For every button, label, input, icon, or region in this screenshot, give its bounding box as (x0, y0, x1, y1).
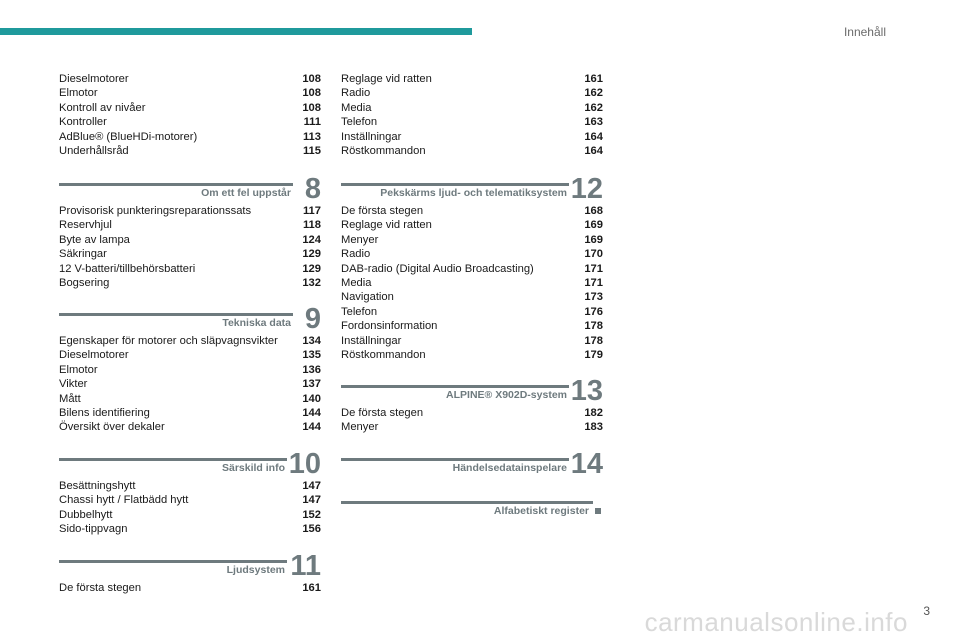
section-number: 9 (304, 303, 321, 335)
toc-entry[interactable] (341, 233, 603, 247)
section-header[interactable] (341, 494, 603, 522)
entry-page: 169 (584, 233, 603, 246)
entry-page: 164 (584, 144, 603, 157)
toc-section-8 (59, 173, 321, 290)
toc-entry[interactable] (341, 86, 603, 100)
toc-alphabetical-index (341, 494, 603, 522)
toc-entry[interactable] (341, 276, 603, 290)
toc-left-top (59, 72, 321, 158)
toc-entry[interactable] (59, 233, 321, 247)
toc-entry[interactable] (59, 218, 321, 232)
entry-label: Kontroll av nivåer (59, 101, 146, 114)
section-number: 14 (570, 448, 603, 480)
entry-page: 163 (584, 116, 603, 129)
section-header[interactable] (59, 303, 321, 335)
section-title: Händelsedatainspelare (452, 462, 567, 474)
entry-page: 162 (584, 87, 603, 100)
entry-page: 182 (584, 407, 603, 419)
entry-label: Radio (341, 248, 371, 261)
toc-entry[interactable] (59, 276, 321, 290)
entry-page: 147 (302, 480, 321, 492)
toc-section-14 (341, 448, 603, 480)
page-number: 3 (923, 604, 930, 618)
entry-page: 147 (302, 494, 321, 507)
toc-entry[interactable] (341, 348, 603, 362)
section-title: Om ett fel uppstår (201, 187, 291, 199)
entry-label: Byte av lampa (59, 233, 130, 246)
entry-page: 168 (584, 205, 603, 217)
entry-label: Elmotor (59, 87, 98, 100)
entry-label: Dieselmotorer (59, 349, 129, 362)
entry-label: Navigation (341, 291, 394, 304)
header-accent-bar (0, 28, 472, 35)
toc-entry[interactable] (59, 508, 321, 522)
section-header[interactable] (341, 375, 603, 407)
toc-right-top (341, 72, 603, 158)
entry-page: 118 (302, 219, 321, 232)
section-number: 13 (570, 375, 603, 407)
section-number: 11 (290, 550, 321, 582)
entry-label: Dubbelhytt (59, 508, 113, 521)
section-rule (341, 458, 569, 461)
entry-page: 152 (302, 508, 321, 521)
entry-label: Egenskaper för motorer och släpvagnsvikter (59, 335, 278, 347)
toc-entry[interactable] (59, 130, 321, 144)
toc-entry[interactable] (341, 218, 603, 232)
entry-page: 108 (302, 101, 321, 114)
entry-label: Röstkommandon (341, 348, 426, 361)
entry-label: Radio (341, 87, 371, 100)
toc-entry[interactable] (59, 334, 321, 348)
toc-entry[interactable] (59, 377, 321, 391)
entry-label: Fordonsinformation (341, 320, 438, 333)
toc-entry[interactable] (59, 348, 321, 362)
entry-label: Reglage vid ratten (341, 219, 432, 232)
section-rule (341, 183, 569, 186)
watermark: carmanualsonline.info (644, 607, 908, 637)
entry-label: Röstkommandon (341, 144, 426, 157)
entry-page: 129 (302, 248, 321, 261)
entry-label: Inställningar (341, 130, 402, 143)
toc-entry[interactable] (341, 115, 603, 129)
toc-section-13 (341, 375, 603, 435)
entry-page: 113 (302, 130, 321, 143)
entry-label: Elmotor (59, 363, 98, 376)
entry-page: 156 (302, 523, 321, 536)
entry-page: 136 (302, 363, 321, 376)
toc-entry[interactable] (59, 406, 321, 420)
entry-page: 124 (302, 233, 321, 246)
section-header[interactable] (341, 173, 603, 205)
toc-entry[interactable] (341, 144, 603, 158)
entry-label: Media (341, 101, 372, 114)
entry-label: Chassi hytt / Flatbädd hytt (59, 494, 189, 507)
toc-entry[interactable] (59, 479, 321, 493)
entry-label: De första stegen (341, 205, 424, 217)
toc-entry[interactable] (341, 319, 603, 333)
entry-label: Media (341, 276, 372, 289)
section-title: ALPINE® X902D-system (446, 389, 567, 401)
section-rule (341, 501, 593, 504)
toc-entry[interactable] (59, 262, 321, 276)
toc-entry[interactable] (59, 581, 321, 595)
entry-page: 117 (302, 205, 321, 217)
entry-label: De första stegen (59, 582, 142, 594)
entry-label: Översikt över dekaler (59, 421, 165, 434)
entry-page: 170 (584, 248, 603, 261)
toc-entry[interactable] (59, 493, 321, 507)
toc-entry[interactable] (341, 204, 603, 218)
entry-label: Provisorisk punkteringsreparationssats (59, 205, 252, 217)
entry-label: De första stegen (341, 407, 424, 419)
entry-page: 129 (302, 262, 321, 275)
entry-label: Telefon (341, 305, 378, 318)
toc-entry[interactable] (59, 363, 321, 377)
entry-page: 140 (302, 392, 321, 405)
toc-entry[interactable] (341, 290, 603, 304)
section-rule (59, 560, 287, 563)
section-rule (59, 313, 293, 316)
entry-label: Inställningar (341, 334, 402, 347)
section-title: Särskild info (221, 462, 285, 474)
entry-label: Menyer (341, 233, 379, 246)
section-header[interactable] (341, 448, 603, 480)
entry-label: AdBlue® (BlueHDi-motorer) (59, 130, 198, 143)
toc-entry[interactable] (59, 115, 321, 129)
entry-label: Bilens identifiering (59, 406, 150, 419)
entry-page: 161 (302, 582, 321, 594)
section-title: Alfabetiskt register (493, 505, 589, 517)
entry-page: 135 (302, 349, 321, 362)
entry-label: Reglage vid ratten (341, 73, 432, 85)
section-header[interactable] (59, 550, 321, 582)
toc-entry[interactable] (59, 420, 321, 434)
toc-entry[interactable] (341, 420, 603, 434)
toc-entry[interactable] (59, 392, 321, 406)
section-title: Pekskärms ljud- och telematiksystem (380, 187, 567, 199)
entry-label: Vikter (59, 378, 88, 391)
entry-page: 132 (302, 276, 321, 289)
entry-label: Dieselmotorer (59, 73, 129, 85)
section-header[interactable] (59, 173, 321, 205)
toc-entry[interactable] (59, 72, 321, 86)
toc-entry[interactable] (341, 406, 603, 420)
entry-page: 178 (584, 334, 603, 347)
toc-entry[interactable] (59, 522, 321, 536)
section-header[interactable] (59, 448, 321, 480)
square-bullet-icon (595, 508, 601, 514)
section-title: Tekniska data (222, 317, 291, 329)
toc-entry[interactable] (341, 72, 603, 86)
toc-section-12 (341, 173, 603, 362)
toc-entry[interactable] (59, 144, 321, 158)
entry-page: 115 (302, 144, 321, 157)
entry-label: Kontroller (59, 116, 107, 129)
entry-label: 12 V-batteri/tillbehörsbatteri (59, 262, 196, 275)
toc-entry[interactable] (341, 101, 603, 115)
section-number: 10 (288, 448, 321, 480)
entry-page: 169 (584, 219, 603, 232)
toc-entry[interactable] (341, 305, 603, 319)
entry-page: 111 (303, 116, 321, 129)
entry-label: DAB-radio (Digital Audio Broadcasting) (341, 262, 534, 275)
toc-entry[interactable] (341, 247, 603, 261)
toc-entry[interactable] (59, 101, 321, 115)
entry-label: Underhållsråd (59, 144, 129, 157)
entry-page: 171 (584, 262, 603, 275)
toc-entry[interactable] (341, 130, 603, 144)
entry-label: Bogsering (59, 276, 110, 289)
entry-page: 134 (302, 335, 321, 347)
entry-page: 183 (584, 421, 603, 434)
entry-label: Besättningshytt (59, 480, 136, 492)
entry-page: 176 (584, 305, 603, 318)
toc-section-11 (59, 550, 321, 595)
entry-page: 137 (302, 378, 321, 391)
toc-entry[interactable] (341, 262, 603, 276)
entry-page: 144 (302, 421, 321, 434)
section-number: 8 (304, 173, 321, 205)
section-number: 12 (570, 173, 603, 205)
entry-page: 108 (302, 87, 321, 100)
entry-page: 179 (584, 348, 603, 361)
entry-page: 108 (302, 73, 321, 85)
entry-page: 161 (584, 73, 603, 85)
entry-label: Sido-tippvagn (59, 523, 128, 536)
entry-label: Mått (59, 392, 81, 405)
toc-entry[interactable] (341, 334, 603, 348)
section-rule (59, 458, 287, 461)
entry-label: Säkringar (59, 248, 107, 261)
entry-label: Reservhjul (59, 219, 112, 232)
entry-page: 178 (584, 320, 603, 333)
entry-page: 162 (584, 101, 603, 114)
entry-page: 173 (584, 291, 603, 304)
entry-page: 144 (302, 406, 321, 419)
entry-label: Telefon (341, 116, 378, 129)
toc-entry[interactable] (59, 247, 321, 261)
entry-page: 164 (584, 130, 603, 143)
section-rule (59, 183, 293, 186)
toc-entry[interactable] (59, 204, 321, 218)
section-rule (341, 385, 569, 388)
toc-section-10 (59, 448, 321, 537)
section-title: Ljudsystem (226, 564, 285, 576)
page-title: Innehåll (843, 25, 886, 39)
toc-entry[interactable] (59, 86, 321, 100)
toc-section-9 (59, 303, 321, 435)
entry-page: 171 (584, 276, 603, 289)
entry-label: Menyer (341, 421, 379, 434)
